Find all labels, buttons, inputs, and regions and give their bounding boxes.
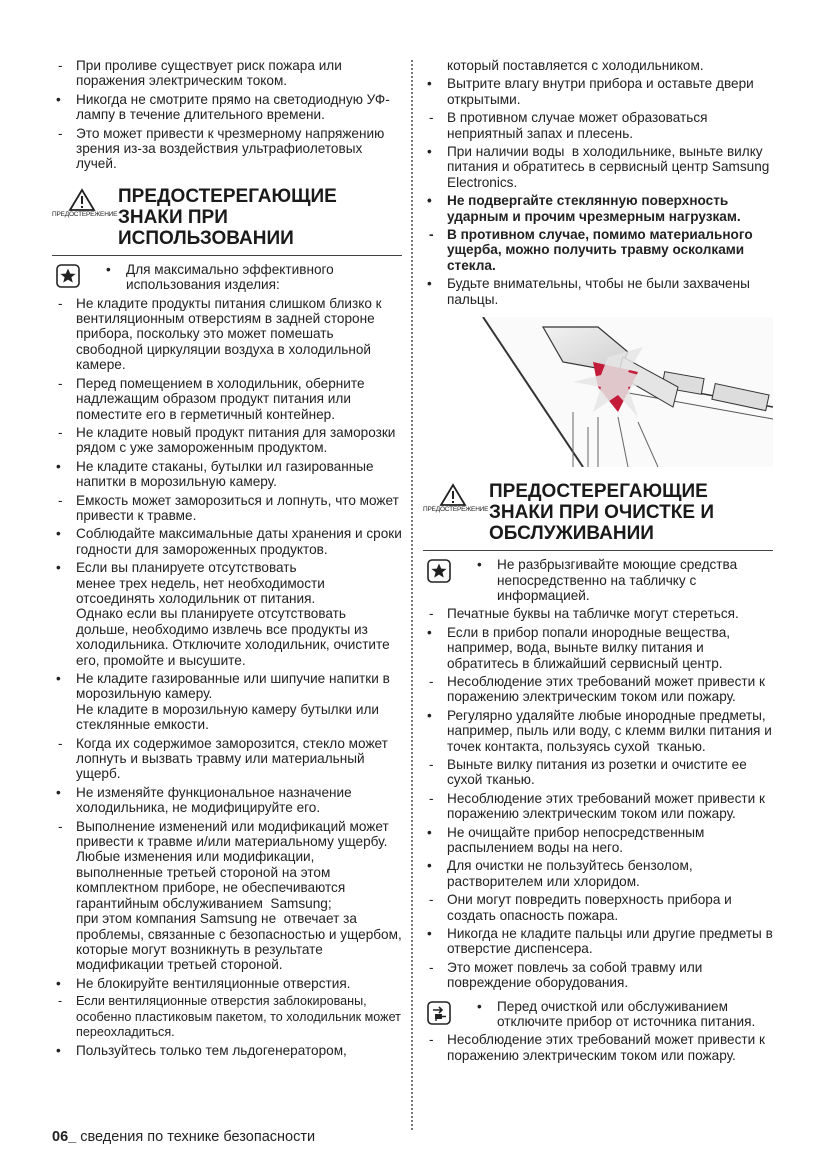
list-item [52, 425, 402, 456]
list-item [52, 459, 402, 490]
list-item-text: Никогда не смотрите прямо на светодиодную УФ-лампу в течение длительного времени. [76, 91, 390, 123]
list-item [52, 560, 402, 668]
bullet-marker: • [56, 784, 61, 800]
list-item-text: Не кладите газированные или шипучие напитки в морозильную камеру. Не кладите в морозильную камеру бутылки или стеклянные емкости. [76, 671, 390, 733]
dash-marker: - [429, 1032, 434, 1048]
door-hinge-illustration [423, 317, 773, 467]
note-text: Перед очисткой или обслуживанием отключите прибор от источника питания. [497, 998, 756, 1030]
dash-marker: - [429, 790, 434, 806]
list-item-text: Не изменяйте функциональное назначение холодильника, не модифицируйте его. [76, 784, 356, 816]
page-number: 06_ [52, 1129, 77, 1145]
bullet-marker: • [56, 671, 61, 686]
list-item-text: Это может привести к чрезмерному напряжению зрения из-за воздействия ультрафиолетовых лучей. [76, 125, 389, 172]
list-item [423, 606, 773, 621]
list-item-text: Несоблюдение этих требований может привести к поражению электрическим током или пожару. [447, 673, 769, 705]
list-item [423, 58, 773, 73]
bullet-marker: • [56, 91, 61, 107]
bullet-marker: • [427, 276, 432, 292]
list-item-text: Емкость может заморозиться и лопнуть, что может привести к травме. [76, 492, 403, 523]
note-text: Для максимально эффективного использования изделия: [126, 261, 338, 293]
warning-triangle-icon [68, 188, 96, 212]
list-item [52, 671, 402, 733]
list-item [423, 960, 773, 991]
list-item-text: При проливе существует риск пожара или поражения электрическим током. [76, 58, 346, 89]
bullet-marker: • [427, 707, 432, 723]
list-item [423, 227, 773, 273]
list-item [423, 110, 773, 141]
bullet-marker: • [56, 458, 61, 474]
list-item [423, 276, 773, 307]
list-item [423, 144, 773, 190]
warning-triangle-icon [439, 483, 467, 507]
dash-marker: - [429, 959, 434, 975]
dash-marker: - [58, 424, 63, 440]
list-item-text: Печатные буквы на табличке могут стереться. [447, 606, 739, 622]
dash-marker: - [58, 375, 63, 391]
bullet-marker: • [56, 975, 61, 991]
right-items-list [423, 606, 777, 991]
finger-pinch-illustration [423, 317, 773, 467]
dash-marker: - [429, 227, 434, 243]
list-item [52, 785, 402, 816]
list-item [423, 791, 773, 822]
bullet-marker: • [427, 193, 432, 209]
bullet-marker: • [427, 824, 432, 840]
note-block: • Для максимально эффективного использования изделия: [52, 262, 402, 293]
dash-marker: - [58, 492, 63, 508]
list-item-text: Выполнение изменений или модификаций может привести к травме и/или материальному ущербу. Любые изменения или модификации, выполненные третьей стороной на этом комплектном приборе, не обеспечиваются гарантийным обслуживанием Samsung; при этом компания Samsung не отвечает за проблемы, связанные с безопасностью и ущербом, которые могут возникнуть в результате модификации третьей стороной. [76, 818, 402, 973]
bullet-marker: • [427, 858, 432, 874]
warning-label: ПРЕДОСТЕРЕЖЕНИЕ [423, 506, 489, 514]
list-item [52, 994, 405, 1040]
list-item-text: Вытрите влагу внутри прибора и оставьте двери открытыми. [447, 76, 758, 107]
list-item [52, 296, 402, 373]
list-item [52, 526, 406, 557]
list-item-text: Пользуйтесь только тем льдогенератором, [76, 1043, 347, 1059]
list-item [423, 707, 776, 754]
note-block: • Перед очисткой или обслуживанием отключите прибор от источника питания. [423, 999, 773, 1030]
bullet-marker: • [56, 560, 61, 576]
list-item-text: При наличии воды в холодильнике, выньте вилку питания и обратитесь в сервисный центр Samsung Electronics. [447, 144, 774, 190]
list-item-text: Выньте вилку питания из розетки и очистите ее сухой тканью. [447, 756, 751, 788]
list-item [52, 976, 402, 991]
list-item-text: Не подвергайте стеклянную поверхность ударным и прочим чрезмерным нагрузкам. [447, 193, 741, 224]
list-item [423, 76, 773, 107]
list-item-text: Никогда не кладите пальцы или другие предметы в отверстие диспенсера. [447, 926, 777, 957]
dash-marker: - [58, 295, 63, 311]
list-item-text: Не кладите новый продукт питания для заморозки рядом с уже замороженным продуктом. [76, 424, 400, 456]
footer-text: сведения по технике безопасности [76, 1129, 316, 1145]
list-item [52, 736, 402, 782]
dash-marker: - [429, 673, 434, 689]
bullet-marker: • [56, 1043, 61, 1059]
list-item [423, 757, 773, 788]
list-item-text: Не кладите продукты питания слишком близко к вентиляционным отверстиям в задней стороне прибора, поскольку это может помешать свободной циркуляции воздуха в холодильной камере. [76, 295, 386, 373]
bullet-marker: • [427, 624, 432, 640]
dash-marker: - [58, 735, 63, 751]
list-item [52, 819, 402, 973]
dash-marker: - [58, 58, 63, 73]
list-item-text: Несоблюдение этих требований может привести к поражению электрическим током или пожару. [447, 1032, 769, 1063]
list-item-text: В противном случае, помимо материального ущерба, можно получить травму осколками стекла. [447, 227, 757, 273]
warning-badge [52, 188, 118, 218]
left-items-list [52, 295, 406, 1059]
list-item [423, 858, 773, 889]
right-column [423, 58, 777, 1066]
bullet-marker: • [427, 144, 432, 160]
left-top-list [52, 58, 402, 172]
list-item-text: Несоблюдение этих требований может привести к поражению электрическим током или пожару. [447, 790, 769, 822]
list-item-text: Если вы планируете отсутствовать менее трех недель, нет необходимости отсоединять холодильник от питания. Однако если вы планируете отсутствовать дольше, необходимо извлечь все продукты из холодильника. Отключите холодильник, очистите его, промойте и высушите. [76, 560, 390, 668]
dash-marker: - [429, 110, 434, 126]
warning-badge [423, 483, 489, 514]
list-item [52, 1043, 402, 1058]
list-item-text: Они могут повредить поверхность прибора и создать опасность пожара. [447, 892, 736, 923]
list-item-text: Для очистки не пользуйтесь бензолом, растворителем или хлоридом. [447, 858, 697, 889]
bullet-marker: • [427, 76, 432, 92]
list-item [423, 674, 773, 705]
list-item-text: Не очищайте прибор непосредственным распылением воды на него. [447, 824, 709, 855]
list-item [423, 926, 777, 957]
list-item [423, 625, 773, 671]
left-column [52, 58, 406, 1062]
list-item-text: Если вентиляционные отверстия заблокированы, особенно пластиковым пакетом, то холодильник может переохладиться. [76, 994, 405, 1039]
dash-marker: - [429, 606, 434, 622]
list-item [52, 126, 402, 172]
list-item-text: Когда их содержимое заморозится, стекло может лопнуть и вызвать травму или материальный ущерб. [76, 735, 392, 782]
list-item-text: Будьте внимательны, чтобы не были захвачены пальцы. [447, 276, 754, 307]
dash-marker: - [429, 756, 434, 772]
column-divider [411, 60, 413, 1130]
list-item-text: который поставляется с холодильником. [447, 58, 704, 73]
note-text: Не разбрызгивайте моющие средства непосредственно на табличку с информацией. [497, 557, 741, 603]
list-item [423, 193, 773, 224]
section-title: ПРЕДОСТЕРЕГАЮЩИЕ ЗНАКИ ПРИ ИСПОЛЬЗОВАНИИ [118, 185, 337, 249]
list-item [423, 1032, 773, 1063]
list-item [423, 892, 773, 923]
list-item [52, 376, 402, 422]
page-footer [52, 1129, 315, 1145]
dash-marker: - [58, 125, 63, 141]
warning-label: ПРЕДОСТЕРЕЖЕНИЕ [52, 210, 118, 218]
list-item-text: Не блокируйте вентиляционные отверстия. [76, 975, 351, 991]
list-item-text: Регулярно удаляйте любые инородные предметы, например, пыль или воду, с клемм вилки питания и точек контакта, пользуясь сухой тканью. [447, 707, 776, 754]
note-block: • Не разбрызгивайте моющие средства непосредственно на табличку с информацией. [423, 557, 773, 603]
section-heading-cleaning [423, 481, 773, 551]
section-heading-usage [52, 186, 402, 256]
right-top-list [423, 58, 773, 307]
list-item-text: В противном случае может образоваться неприятный запах и плесень. [447, 110, 712, 141]
list-item-text: Это может повлечь за собой травму или повреждение оборудования. [447, 959, 707, 991]
list-item [52, 58, 402, 89]
dash-marker: - [429, 892, 434, 908]
list-item-text: Если в прибор попали инородные вещества, например, вода, выньте вилку питания и обратитесь в ближайший сервисный центр. [447, 624, 734, 671]
list-item [52, 493, 402, 524]
list-item [52, 92, 402, 123]
list-item-text: Перед помещением в холодильник, оберните надлежащим образом продукт питания или поместите его в герметичный контейнер. [76, 375, 369, 422]
list-item-text: Соблюдайте максимальные даты хранения и сроки годности для замороженных продуктов. [76, 526, 406, 557]
dash-marker: - [58, 818, 63, 834]
list-item-text: Не кладите стаканы, бутылки ил газированные напитки в морозильную камеру. [76, 458, 378, 490]
bullet-marker: • [56, 526, 61, 542]
section-title: ПРЕДОСТЕРЕГАЮЩИЕ ЗНАКИ ПРИ ОЧИСТКЕ И ОБСЛУЖИВАНИИ [489, 481, 714, 545]
list-item [423, 825, 773, 856]
dash-marker: - [58, 994, 63, 1009]
right-last-list [423, 1032, 773, 1063]
bullet-marker: • [427, 926, 432, 942]
